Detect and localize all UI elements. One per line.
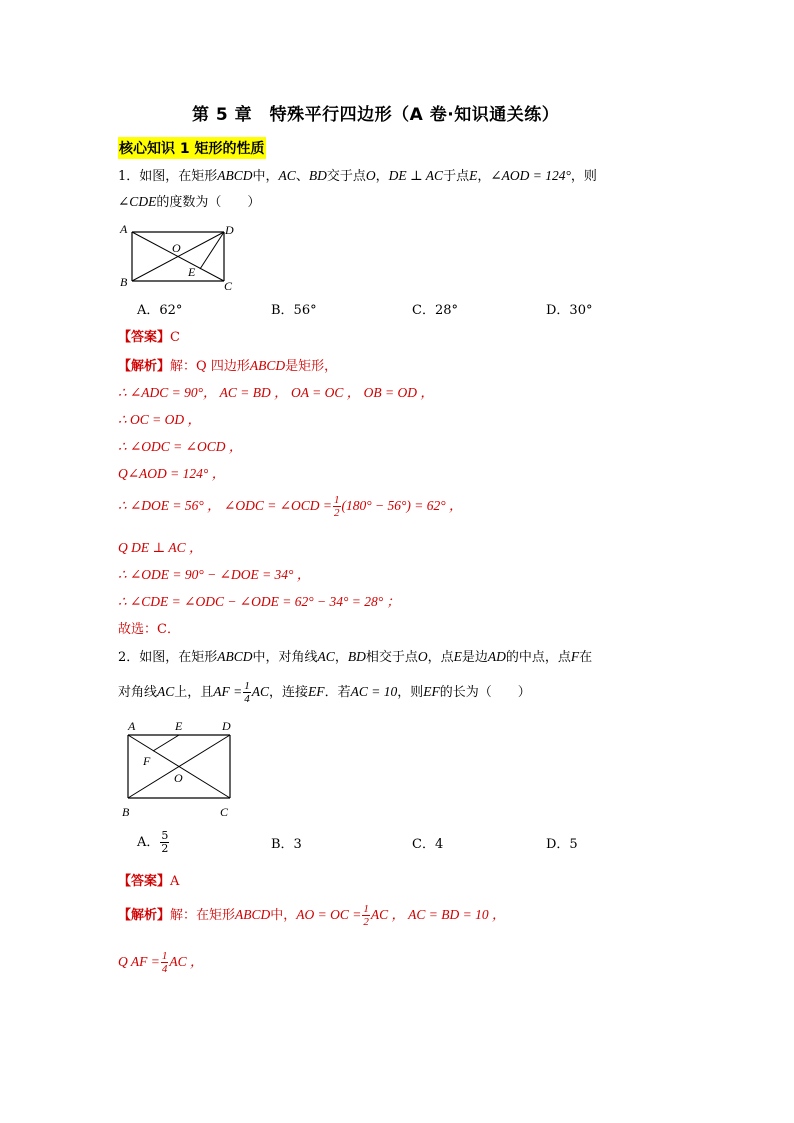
q1-stem-line1: 1．如图，在矩形ABCD中，AC、BD交于点O，DE ⊥ AC于点E，∠AOD = 124°，则 bbox=[118, 168, 597, 184]
q2-segment-ef bbox=[153, 735, 179, 751]
q1-stem-line2: ∠CDE的度数为（ ） bbox=[118, 194, 261, 210]
q1-analysis-line6: ∴ ∠DOE = 56° ， ∠ODC = ∠OCD = $\frac{1}{2}$ (180° − 56°) = 62° ， bbox=[118, 494, 463, 519]
q1-option-d: D．30° bbox=[546, 303, 593, 318]
q2-label-a: A bbox=[128, 719, 136, 733]
q2-option-b: B．3 bbox=[271, 837, 302, 852]
q1-analysis-line3: ∴ OC = OD ， bbox=[118, 412, 201, 427]
q2-figure bbox=[116, 716, 242, 822]
q1-option-b: B．56° bbox=[271, 303, 317, 318]
q2-answer: 【答案】A bbox=[118, 874, 180, 889]
q1-label-a: A bbox=[120, 222, 128, 236]
section-header: 核心知识 1 矩形的性质 bbox=[118, 137, 266, 159]
q1-answer: 【答案】C bbox=[118, 330, 180, 345]
q2-stem-line1: 2．如图，在矩形ABCD中，对角线AC，BD相交于点O，点E是边AD的中点，点F在 bbox=[118, 649, 593, 665]
q1-analysis-line5: Q∠AOD = 124° ， bbox=[118, 466, 226, 481]
q1-analysis-line4: ∴ ∠ODC = ∠OCD ， bbox=[118, 439, 243, 454]
q2-label-o: O bbox=[174, 771, 183, 785]
q1-analysis-line9: ∴ ∠CDE = ∠ODC − ∠ODE = 62° − 34° = 28° ； bbox=[118, 594, 401, 609]
q1-figure bbox=[112, 218, 242, 294]
q2-analysis-line2: Q AF = $\frac{1}{4}$ AC ， bbox=[118, 950, 204, 975]
q1-analysis-line7: Q DE ⊥ AC ， bbox=[118, 540, 203, 555]
page-title: 第 5 章 特殊平行四边形（A 卷·知识通关练） bbox=[192, 105, 560, 125]
q2-option-d: D．5 bbox=[546, 837, 578, 852]
q1-label-b: B bbox=[120, 275, 128, 289]
q2-label-b: B bbox=[122, 805, 130, 819]
q1-analysis-line1: 【解析】解：Q 四边形ABCD是矩形， bbox=[118, 358, 338, 374]
q1-label-c: C bbox=[224, 279, 233, 293]
q1-segment-de bbox=[200, 232, 224, 269]
q1-label-d: D bbox=[225, 223, 234, 237]
q1-label-o: O bbox=[172, 241, 181, 255]
q1-analysis-line8: ∴ ∠ODE = 90° − ∠DOE = 34° ， bbox=[118, 567, 311, 582]
q1-option-c: C．28° bbox=[412, 303, 458, 318]
q1-option-a: A．62° bbox=[137, 303, 183, 318]
q2-label-d: D bbox=[222, 719, 231, 733]
q2-stem-line2: 对角线AC上，且AF = $\frac{1}{4}$ AC，连接EF．若AC = 10，则EF的长为（ ） bbox=[118, 680, 531, 705]
q1-label-e: E bbox=[188, 265, 196, 279]
q1-analysis-line10: 故选：C． bbox=[118, 622, 180, 637]
q2-option-c: C．4 bbox=[412, 837, 444, 852]
q2-option-a: A． $\frac{5}{2}$ bbox=[137, 829, 169, 855]
q1-analysis-line2: ∴ ∠ADC = 90°， AC = BD ， OA = OC ， OB = OD ， bbox=[118, 385, 434, 400]
q2-label-c: C bbox=[220, 805, 229, 819]
q2-label-f: F bbox=[143, 754, 151, 768]
q2-analysis-line1: 【解析】解：在矩形ABCD中，AO = OC = $\frac{1}{2}$ AC ， AC = BD = 10 ， bbox=[118, 903, 506, 928]
q2-label-e: E bbox=[175, 719, 183, 733]
